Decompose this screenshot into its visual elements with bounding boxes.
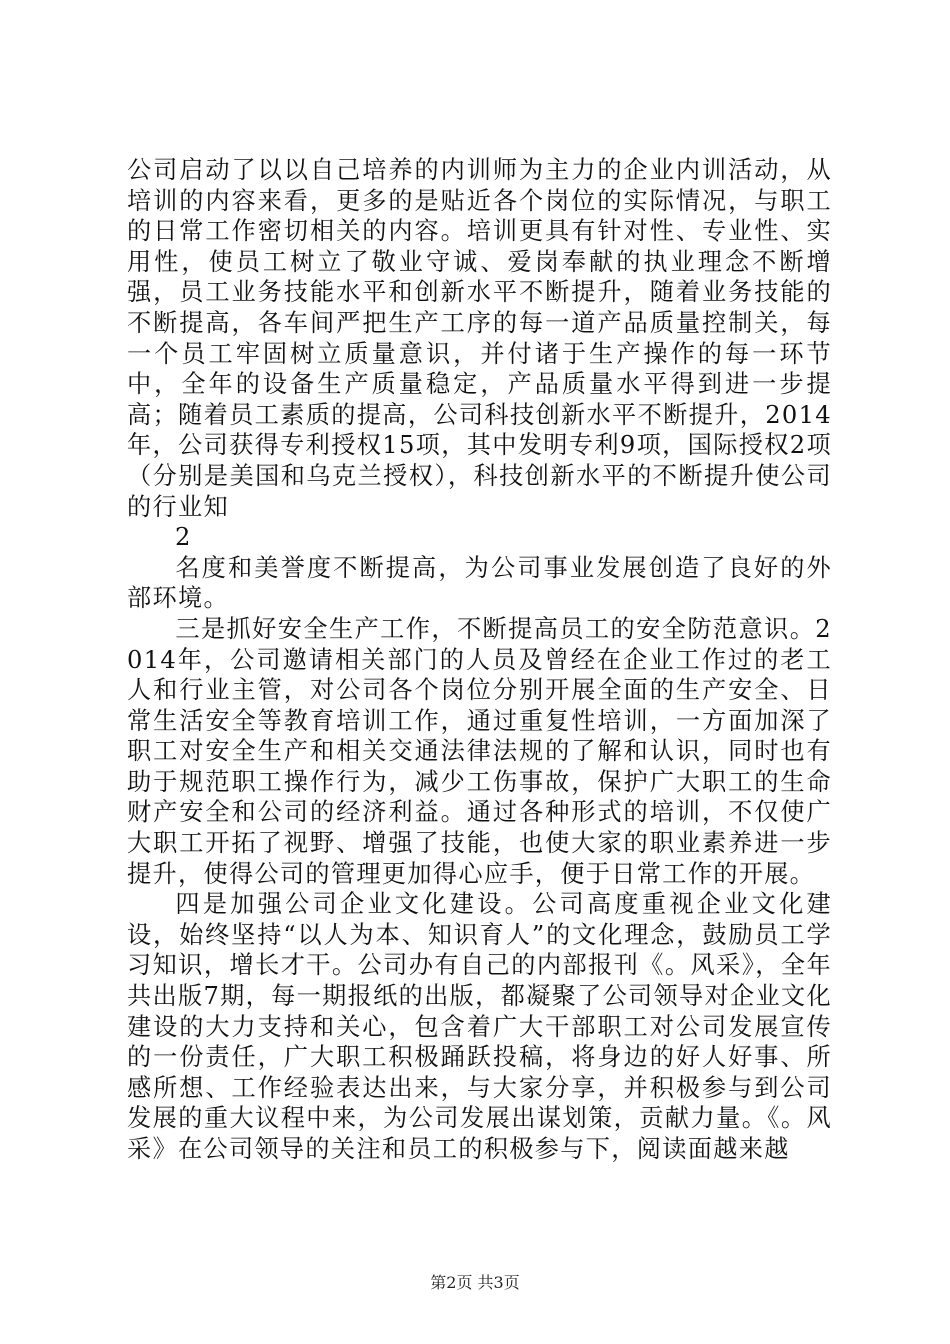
paragraph-corporate-culture: 四是加强公司企业文化建设。公司高度重视企业文化建设，始终坚持“以人为本、知识育人”的文化理念，鼓励员工学习知识，增长才干。公司办有自己的内部报刊《。风采》，全年共出版7期，每一期报纸的出版，都凝聚了公司领导对企业文化建设的大力支持和关心，包含着广大干部职工对公司发展宣传的一份责任，广大职工积极踊跃投稿，将身边的好人好事、所感所想、工作经验表达出来，与大家分享，并积极参与到公司发展的重大议程中来，为公司发展出谋划策，贡献力量。《。风采》在公司领导的关注和员工的积极参与下，阅读面越来越 xyxy=(127,890,832,1163)
paragraph-training-results: 公司启动了以以自己培养的内训师为主力的企业内训活动，从培训的内容来看，更多的是贴近各个岗位的实际情况，与职工的日常工作密切相关的内容。培训更具有针对性、专业性、实用性，使员工树立了敬业守诚、爱岗奉献的执业理念不断增强，员工业务技能水平和创新水平不断提升，随着业务技能的不断提高，各车间严把生产工序的每一道产品质量控制关，每一个员工牢固树立质量意识，并付诸于生产操作的每一环节中，全年的设备生产质量稳定，产品质量水平得到进一步提高；随着员工素质的提高，公司科技创新水平不断提升，2014年，公司获得专利授权15项，其中发明专利9项，国际授权2项（分别是美国和乌克兰授权），科技创新水平的不断提升使公司的行业知 xyxy=(127,156,832,521)
paragraph-safety-production: 三是抓好安全生产工作，不断提高员工的安全防范意识。2014年，公司邀请相关部门的人员及曾经在企业工作过的老工人和行业主管，对公司各个岗位分别开展全面的生产安全、日常生活安全等教育培训工作，通过重复性培训，一方面加深了职工对安全生产和相关交通法律法规的了解和认识，同时也有助于规范职工操作行为，减少工伤事故，保护广大职工的生命财产安全和公司的经济利益。通过各种形式的培训，不仅使广大职工开拓了视野、增强了技能，也使大家的职业素养进一步提升，使得公司的管理更加得心应手，便于日常工作的开展。 xyxy=(127,614,832,888)
inline-page-number: 2 xyxy=(175,523,191,552)
page-footer: 第2页 共3页 xyxy=(430,1273,520,1292)
paragraph-reputation: 名度和美誉度不断提高，为公司事业发展创造了良好的外部环境。 xyxy=(127,553,832,613)
body-text xyxy=(127,155,832,1165)
